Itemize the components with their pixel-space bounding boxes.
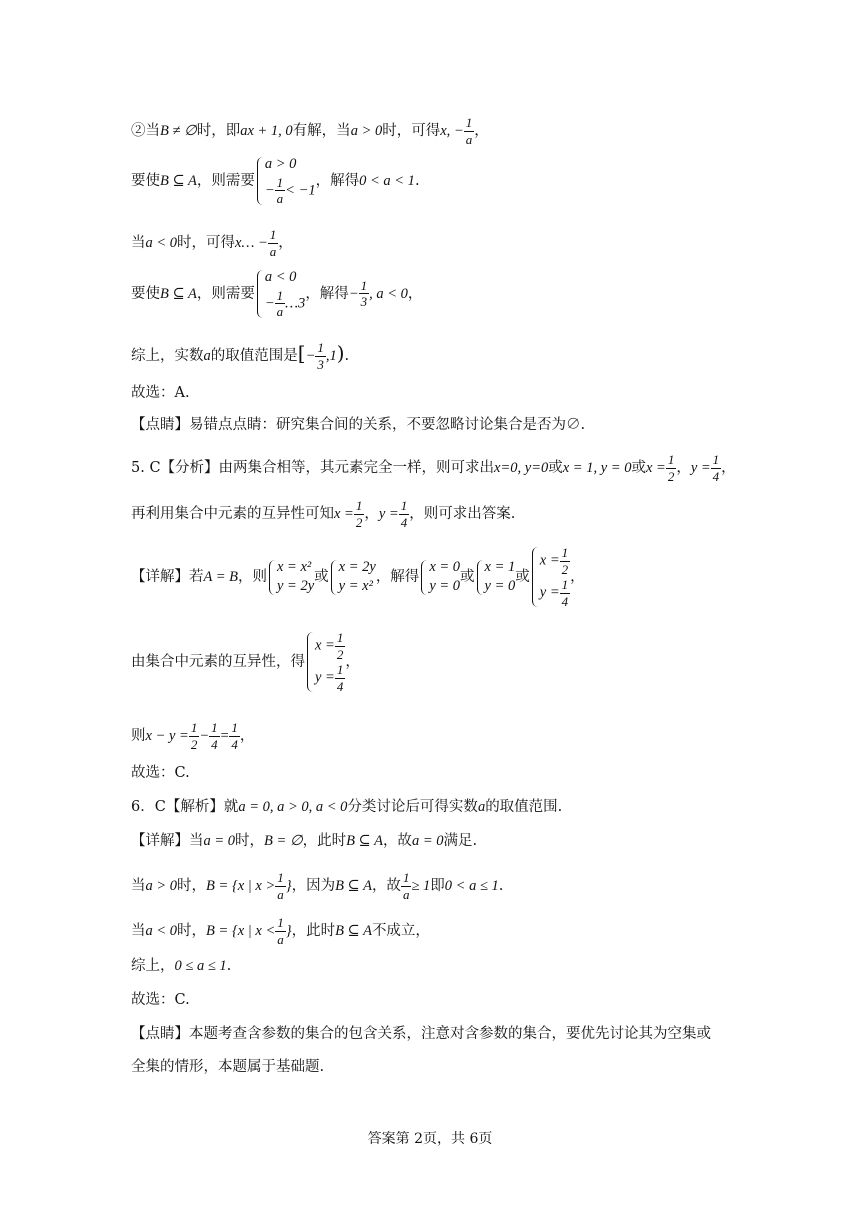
text: ，故 xyxy=(371,878,401,895)
line-4 xyxy=(131,268,422,320)
math: − xyxy=(348,285,359,302)
text: 或 xyxy=(631,460,646,477)
line-8 xyxy=(131,452,736,484)
math: a > 0 xyxy=(350,123,383,140)
line-15 xyxy=(131,834,477,849)
line-19: 故选：C. xyxy=(131,992,190,1008)
math: B ≠ ∅ xyxy=(160,123,197,140)
line-18 xyxy=(131,959,231,974)
text: ，则需要 xyxy=(196,172,255,189)
text: 有解，当 xyxy=(292,123,351,140)
text: 即 xyxy=(430,878,445,895)
equation-system: x = 2y y = x² xyxy=(329,558,376,597)
math: B ⊆ A xyxy=(346,833,383,849)
math: ax + 1, 0 xyxy=(240,123,293,140)
text: 的取值范围是 xyxy=(210,348,298,365)
text: ， xyxy=(407,285,423,302)
fraction: $\frac{1}{2}$ xyxy=(190,720,198,752)
math: a xyxy=(477,799,486,815)
text: ， xyxy=(345,654,360,671)
math: x… − xyxy=(235,235,268,252)
text: 当 xyxy=(131,878,146,895)
text: 分类讨论后可得实数 xyxy=(347,799,478,815)
text: 再利用集合中元素的互异性可知 xyxy=(131,506,334,523)
text: ， xyxy=(364,506,379,523)
line-11 xyxy=(131,630,360,694)
math: x = xyxy=(645,460,666,477)
text: ，则可求出答案. xyxy=(409,506,516,523)
fraction: $\frac{1}{2}$ xyxy=(667,452,675,484)
fraction: $\frac{1}{a}$ xyxy=(277,915,284,947)
equation-system: x = 0 y = 0 xyxy=(419,558,460,597)
line-10 xyxy=(131,545,585,609)
text: ， xyxy=(239,728,255,745)
math: B ⊆ A xyxy=(335,878,372,895)
line-16: 当a > 0时，B = {x | x > $\frac{1}{a}$ }，因为B ⊆ A，故 $\frac{1}{a}$ ≥ 1即0 < a ≤ 1. xyxy=(131,870,504,902)
text: ，故 xyxy=(382,833,412,849)
math: a > 0 xyxy=(145,878,178,895)
line-2 xyxy=(131,155,420,207)
math: a < 0 xyxy=(145,923,178,940)
text: 时，可得 xyxy=(382,123,441,140)
text: ，解得 xyxy=(375,569,420,586)
math: B ⊆ A xyxy=(160,285,197,302)
text: ， xyxy=(474,123,489,140)
fraction: $\frac{1}{4}$ xyxy=(231,720,238,752)
text: 5. C【分析】由两集合相等，其元素完全一样，则可求出 xyxy=(131,460,495,477)
math: x − y = xyxy=(145,728,189,745)
text: ，解得 xyxy=(305,285,349,302)
text: ， xyxy=(278,235,293,252)
text: ，则 xyxy=(238,569,267,586)
line-1 xyxy=(131,115,489,147)
math: B = {x | x > xyxy=(206,878,276,895)
text: . xyxy=(344,348,350,365)
text: ，则需要 xyxy=(196,285,255,302)
math: a < 0 xyxy=(145,235,178,252)
text: 则 xyxy=(131,728,146,745)
text: ，因为 xyxy=(291,878,336,895)
text: 综上，实数 xyxy=(131,348,204,365)
text: ，解得 xyxy=(315,172,360,189)
text: ， xyxy=(676,460,691,477)
text: . xyxy=(414,172,420,189)
line-6: 故选：A. xyxy=(131,385,190,401)
text: 当 xyxy=(131,923,146,940)
text: 满足. xyxy=(443,833,478,849)
text: 或 xyxy=(460,569,475,586)
equation-system: x = x² y = 2y xyxy=(267,558,314,597)
fraction: $\frac{1}{3}$ xyxy=(360,277,368,310)
math: B = {x | x < xyxy=(206,923,276,940)
text: ②当 xyxy=(131,123,160,140)
fraction: $\frac{1}{a}$ xyxy=(402,870,410,902)
text: 【详解】当 xyxy=(131,833,204,849)
math: a = 0 xyxy=(411,833,444,849)
math: x = 1, y = 0 xyxy=(562,460,632,477)
fraction: $\frac{1}{a}$ xyxy=(277,870,284,902)
text: 当 xyxy=(131,235,146,252)
math: x, − xyxy=(440,123,464,140)
equation-system: x = 1 y = 0 xyxy=(475,558,516,597)
text: . xyxy=(226,958,232,974)
math: y = xyxy=(378,506,399,523)
text: ，此时 xyxy=(302,833,347,849)
math: x = xyxy=(334,506,354,523)
math: a = 0 xyxy=(203,833,236,849)
text: 要使 xyxy=(131,172,160,189)
fraction: $\frac{1}{3}$ xyxy=(317,340,324,372)
line-9 xyxy=(131,498,515,530)
line-7: 【点睛】易错点点睛：研究集合间的关系，不要忽略讨论集合是否为∅. xyxy=(131,417,586,433)
text: ， xyxy=(721,460,736,477)
text: ，此时 xyxy=(291,923,336,940)
text: 的取值范围. xyxy=(485,799,563,815)
text: 要使 xyxy=(131,285,160,302)
text: 综上， xyxy=(131,958,175,974)
line-12: 则x − y = $\frac{1}{2}$ − $\frac{1}{4}$ = $\frac{1}{4}$ ， xyxy=(131,720,255,752)
fraction: $\frac{1}{2}$ xyxy=(355,498,363,530)
math: B = ∅ xyxy=(264,833,303,849)
fraction: $\frac{1}{a}$ xyxy=(465,115,473,147)
line-5: 综上，实数a的取值范围是[− $\frac{1}{3}$ ,1). xyxy=(131,340,350,372)
text: ， xyxy=(570,569,585,586)
fraction: $\frac{1}{a}$ xyxy=(269,227,277,259)
text: 时， xyxy=(177,878,207,895)
math: y = xyxy=(690,460,711,477)
text: 由集合中元素的互异性，得 xyxy=(131,654,305,671)
equation-system: a < 0 − $\frac{1}{a}$ …3 xyxy=(255,268,305,320)
line-14 xyxy=(131,800,562,815)
text: 时， xyxy=(235,833,265,849)
fraction: $\frac{1}{4}$ xyxy=(400,498,408,530)
math: , a < 0 xyxy=(369,285,408,302)
text: 6．C【解析】就 xyxy=(131,799,239,815)
line-17: 当a < 0时，B = {x | x < $\frac{1}{a}$ }，此时B ⊆ A不成立， xyxy=(131,915,430,947)
text: 或 xyxy=(515,569,530,586)
math: a xyxy=(203,348,211,365)
math: 0 < a < 1 xyxy=(359,172,415,189)
text: 时，可得 xyxy=(177,235,236,252)
line-3 xyxy=(131,227,293,259)
line-13: 故选：C. xyxy=(131,765,190,781)
math: 0 ≤ a ≤ 1 xyxy=(174,958,227,974)
equation-system: a > 0 − $\frac{1}{a}$ < −1 xyxy=(255,155,316,207)
text: 不成立， xyxy=(371,923,430,940)
math: B ⊆ A xyxy=(335,923,372,940)
math: 0 < a ≤ 1 xyxy=(444,878,499,895)
text: 或 xyxy=(548,460,563,477)
page-footer: 答案第 2页，共 6页 xyxy=(367,1131,493,1147)
line-21: 全集的情形，本题属于基础题. xyxy=(131,1059,325,1075)
line-20: 【点睛】本题考查含参数的集合的包含关系，注意对含参数的集合，要优先讨论其为空集或 xyxy=(131,1026,711,1042)
text: 时， xyxy=(177,923,207,940)
fraction: $\frac{1}{4}$ xyxy=(712,452,720,484)
math: a = 0, a > 0, a < 0 xyxy=(238,799,348,815)
equation-system: x = $\frac{1}{2}$ y = $\frac{1}{4}$ xyxy=(305,630,345,694)
text: 或 xyxy=(314,569,329,586)
fraction: $\frac{1}{4}$ xyxy=(211,720,218,752)
math: A = B xyxy=(203,569,238,586)
text: 【详解】若 xyxy=(131,569,204,586)
text: 时，即 xyxy=(196,123,241,140)
math: x=0, y=0 xyxy=(494,460,549,477)
math: B ⊆ A xyxy=(160,172,197,189)
equation-system: x = $\frac{1}{2}$ y = $\frac{1}{4}$ xyxy=(530,545,570,609)
